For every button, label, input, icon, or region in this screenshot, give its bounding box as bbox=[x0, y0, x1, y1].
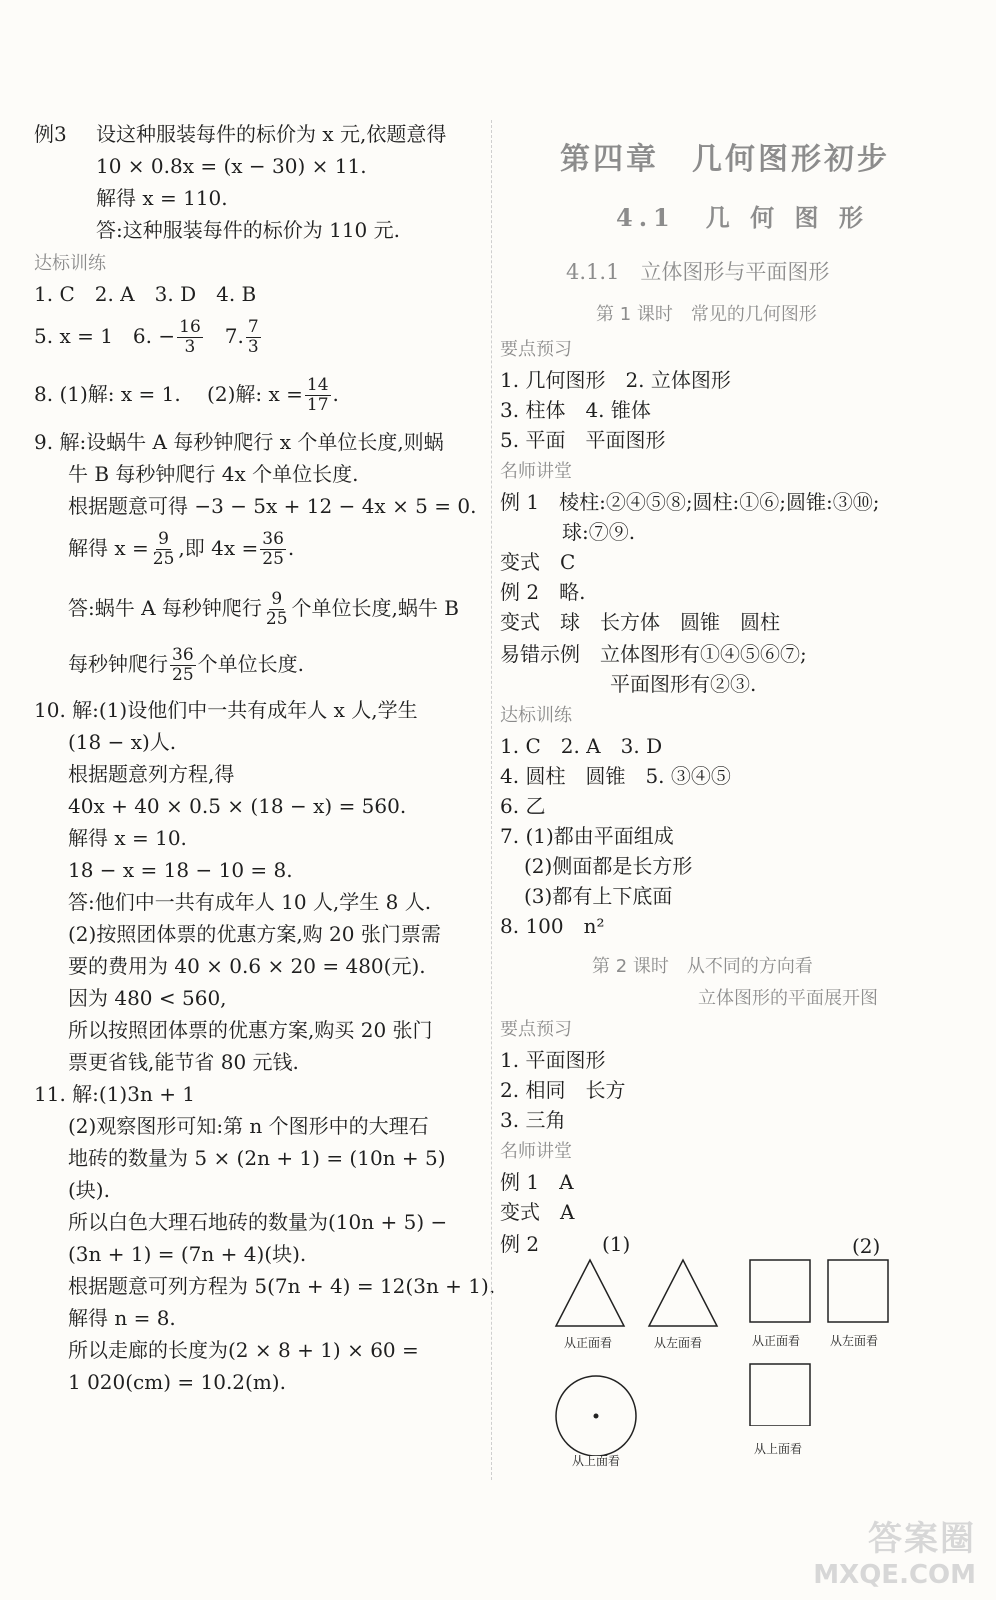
section-heading-mingshi-2: 名师讲堂 bbox=[500, 1141, 572, 1162]
answer-8: 8. (1)解: x = 1. (2)解: x = $\frac{14}{17}$ . bbox=[34, 375, 339, 415]
q11-line-4: (块). bbox=[68, 1178, 110, 1202]
q11-line-2: (2)观察图形可知:第 n 个图形中的大理石 bbox=[68, 1114, 429, 1138]
drill-6: (3)都有上下底面 bbox=[524, 884, 673, 908]
q9-line-5: 答:蜗牛 A 每秒钟爬行 $\frac{9}{25}$ 个单位长度,蜗牛 B bbox=[68, 589, 459, 629]
q11-line-3: 地砖的数量为 5 × (2n + 1) = (10n + 5) bbox=[68, 1146, 446, 1170]
q9-line-6: 每秒钟爬行 $\frac{36}{25}$ 个单位长度. bbox=[68, 645, 304, 685]
lesson-1-title: 第 1 课时 常见的几何图形 bbox=[596, 304, 817, 325]
q11-line-5: 所以白色大理石地砖的数量为(10n + 5) − bbox=[68, 1210, 448, 1234]
lesson2-example-1: 例 1 A bbox=[500, 1170, 574, 1194]
q10-line-6: 18 − x = 18 − 10 = 8. bbox=[68, 858, 293, 882]
figure-2-label: (2) bbox=[852, 1234, 881, 1258]
variant-1: 变式 C bbox=[500, 550, 576, 574]
preview2-3: 3. 三角 bbox=[500, 1108, 566, 1132]
example-3-line-2: 10 × 0.8x = (x − 30) × 11. bbox=[96, 154, 367, 178]
section-title-4-1: 4.1 几 何 图 形 bbox=[616, 203, 869, 232]
fraction: $\frac{36}{25}$ bbox=[262, 529, 284, 569]
q10-line-12: 票更省钱,能节省 80 元钱. bbox=[68, 1050, 299, 1074]
q10-line-3: 根据题意列方程,得 bbox=[68, 762, 235, 786]
front-view-square bbox=[750, 1260, 810, 1322]
section-heading-yaodian-2: 要点预习 bbox=[500, 1019, 572, 1040]
preview-3: 5. 平面 平面图形 bbox=[500, 428, 666, 452]
top-view-square bbox=[750, 1364, 810, 1426]
q10-line-4: 40x + 40 × 0.5 × (18 − x) = 560. bbox=[68, 794, 407, 818]
left-view-square bbox=[828, 1260, 888, 1322]
q10-line-1: 10. 解:(1)设他们中一共有成年人 x 人,学生 bbox=[34, 698, 418, 722]
example-2: 例 2 略. bbox=[500, 580, 586, 604]
q11-line-7: 根据题意可列方程为 5(7n + 4) = 12(3n + 1). bbox=[68, 1274, 496, 1298]
front-view-triangle bbox=[556, 1260, 624, 1326]
error-example-line-1: 易错示例 立体图形有①④⑤⑥⑦; bbox=[500, 642, 807, 666]
example-3-line-4: 答:这种服装每件的标价为 110 元. bbox=[96, 218, 400, 242]
q9-line-3: 根据题意可得 −3 − 5x + 12 − 4x × 5 = 0. bbox=[68, 494, 477, 518]
q10-line-8: (2)按照团体票的优惠方案,购 20 张门票需 bbox=[68, 922, 441, 946]
drill-2: 4. 圆柱 圆锥 5. ③④⑤ bbox=[500, 764, 731, 788]
fraction: $\frac{9}{25}$ bbox=[265, 589, 288, 629]
q10-line-10: 因为 480 < 560, bbox=[68, 986, 227, 1010]
drill-4: 7. (1)都由平面组成 bbox=[500, 824, 674, 848]
caption-left-2: 从左面看 bbox=[830, 1334, 879, 1348]
caption-front-1: 从正面看 bbox=[564, 1336, 613, 1350]
answers-1-4: 1. C 2. A 3. D 4. B bbox=[34, 282, 257, 306]
lesson2-variant: 变式 A bbox=[500, 1200, 575, 1224]
lesson-2-title-line-2: 立体图形的平面展开图 bbox=[698, 988, 878, 1009]
q10-line-5: 解得 x = 10. bbox=[68, 826, 187, 850]
preview-2: 3. 柱体 4. 锥体 bbox=[500, 398, 651, 422]
example-1-line-2: 球:⑦⑨. bbox=[562, 520, 636, 544]
watermark-url: MXQE.COM bbox=[813, 1560, 976, 1590]
section-heading-dabiao-right: 达标训练 bbox=[500, 705, 572, 726]
answers-5-7: 5. x = 1 6. − $\frac{16}{3}$ 7. $\frac{7}{3}$ bbox=[34, 317, 259, 357]
example-1-line-1: 例 1 棱柱:②④⑤⑧;圆柱:①⑥;圆锥:③⑩; bbox=[500, 490, 880, 514]
q11-line-1: 11. 解:(1)3n + 1 bbox=[34, 1082, 196, 1106]
caption-left-1: 从左面看 bbox=[654, 1336, 703, 1350]
example-3-line-1: 设这种服装每件的标价为 x 元,依题意得 bbox=[96, 122, 447, 146]
q11-line-6: (3n + 1) = (7n + 4)(块). bbox=[68, 1242, 307, 1266]
error-example-line-2: 平面图形有②③. bbox=[610, 672, 757, 696]
section-heading-mingshi-1: 名师讲堂 bbox=[500, 461, 572, 482]
q11-line-10: 1 020(cm) = 10.2(m). bbox=[68, 1370, 286, 1394]
drill-3: 6. 乙 bbox=[500, 794, 546, 818]
section-title-4-1-1: 4.1.1 立体图形与平面图形 bbox=[566, 260, 830, 284]
q9-line-4: 解得 x = $\frac{9}{25}$ ,即 4x = $\frac{36}{25}$ . bbox=[68, 529, 295, 569]
fraction: $\frac{16}{3}$ bbox=[179, 317, 201, 357]
left-view-triangle bbox=[649, 1260, 717, 1326]
example-3-label: 例3 bbox=[34, 122, 67, 146]
caption-top-2: 从上面看 bbox=[754, 1442, 803, 1456]
drill-7: 8. 100 n² bbox=[500, 914, 605, 938]
q9-line-2: 牛 B 每秒钟爬行 4x 个单位长度. bbox=[68, 462, 359, 486]
caption-top-1: 从上面看 bbox=[572, 1454, 621, 1468]
fraction: $\frac{14}{17}$ bbox=[306, 375, 329, 415]
q10-line-9: 要的费用为 40 × 0.6 × 20 = 480(元). bbox=[68, 954, 426, 978]
q11-line-9: 所以走廊的长度为(2 × 8 + 1) × 60 = bbox=[68, 1338, 419, 1362]
q10-line-11: 所以按照团体票的优惠方案,购买 20 张门 bbox=[68, 1018, 433, 1042]
q9-line-1: 9. 解:设蜗牛 A 每秒钟爬行 x 个单位长度,则蜗 bbox=[34, 430, 444, 454]
q10-line-2: (18 − x)人. bbox=[68, 730, 177, 754]
preview-1: 1. 几何图形 2. 立体图形 bbox=[500, 368, 731, 392]
watermark bbox=[786, 1511, 976, 1590]
caption-front-2: 从正面看 bbox=[752, 1334, 801, 1348]
chapter-title: 第四章 几何图形初步 bbox=[560, 142, 890, 177]
lesson-2-title-line-1: 第 2 课时 从不同的方向看 bbox=[592, 956, 813, 977]
fraction: $\frac{9}{25}$ bbox=[152, 529, 175, 569]
fraction: $\frac{36}{25}$ bbox=[172, 645, 194, 685]
q11-line-8: 解得 n = 8. bbox=[68, 1306, 176, 1330]
top-view-center-point bbox=[594, 1414, 599, 1419]
figure-1-label: (1) bbox=[602, 1232, 631, 1256]
watermark-logo: 答案圈 bbox=[868, 1519, 976, 1559]
example-3-line-3: 解得 x = 110. bbox=[96, 186, 228, 210]
figure-1-views bbox=[552, 1256, 732, 1456]
fraction: $\frac{7}{3}$ bbox=[247, 317, 259, 357]
preview2-2: 2. 相同 长方 bbox=[500, 1078, 626, 1102]
variant-2: 变式 球 长方体 圆锥 圆柱 bbox=[500, 610, 780, 634]
drill-1: 1. C 2. A 3. D bbox=[500, 734, 663, 758]
lesson2-example-2: 例 2 bbox=[500, 1232, 540, 1256]
q10-line-7: 答:他们中一共有成年人 10 人,学生 8 人. bbox=[68, 890, 432, 914]
section-heading-yaodian-1: 要点预习 bbox=[500, 339, 572, 360]
preview2-1: 1. 平面图形 bbox=[500, 1048, 606, 1072]
section-heading-dabiao: 达标训练 bbox=[34, 253, 106, 274]
drill-5: (2)侧面都是长方形 bbox=[524, 854, 693, 878]
column-divider bbox=[491, 120, 492, 1480]
